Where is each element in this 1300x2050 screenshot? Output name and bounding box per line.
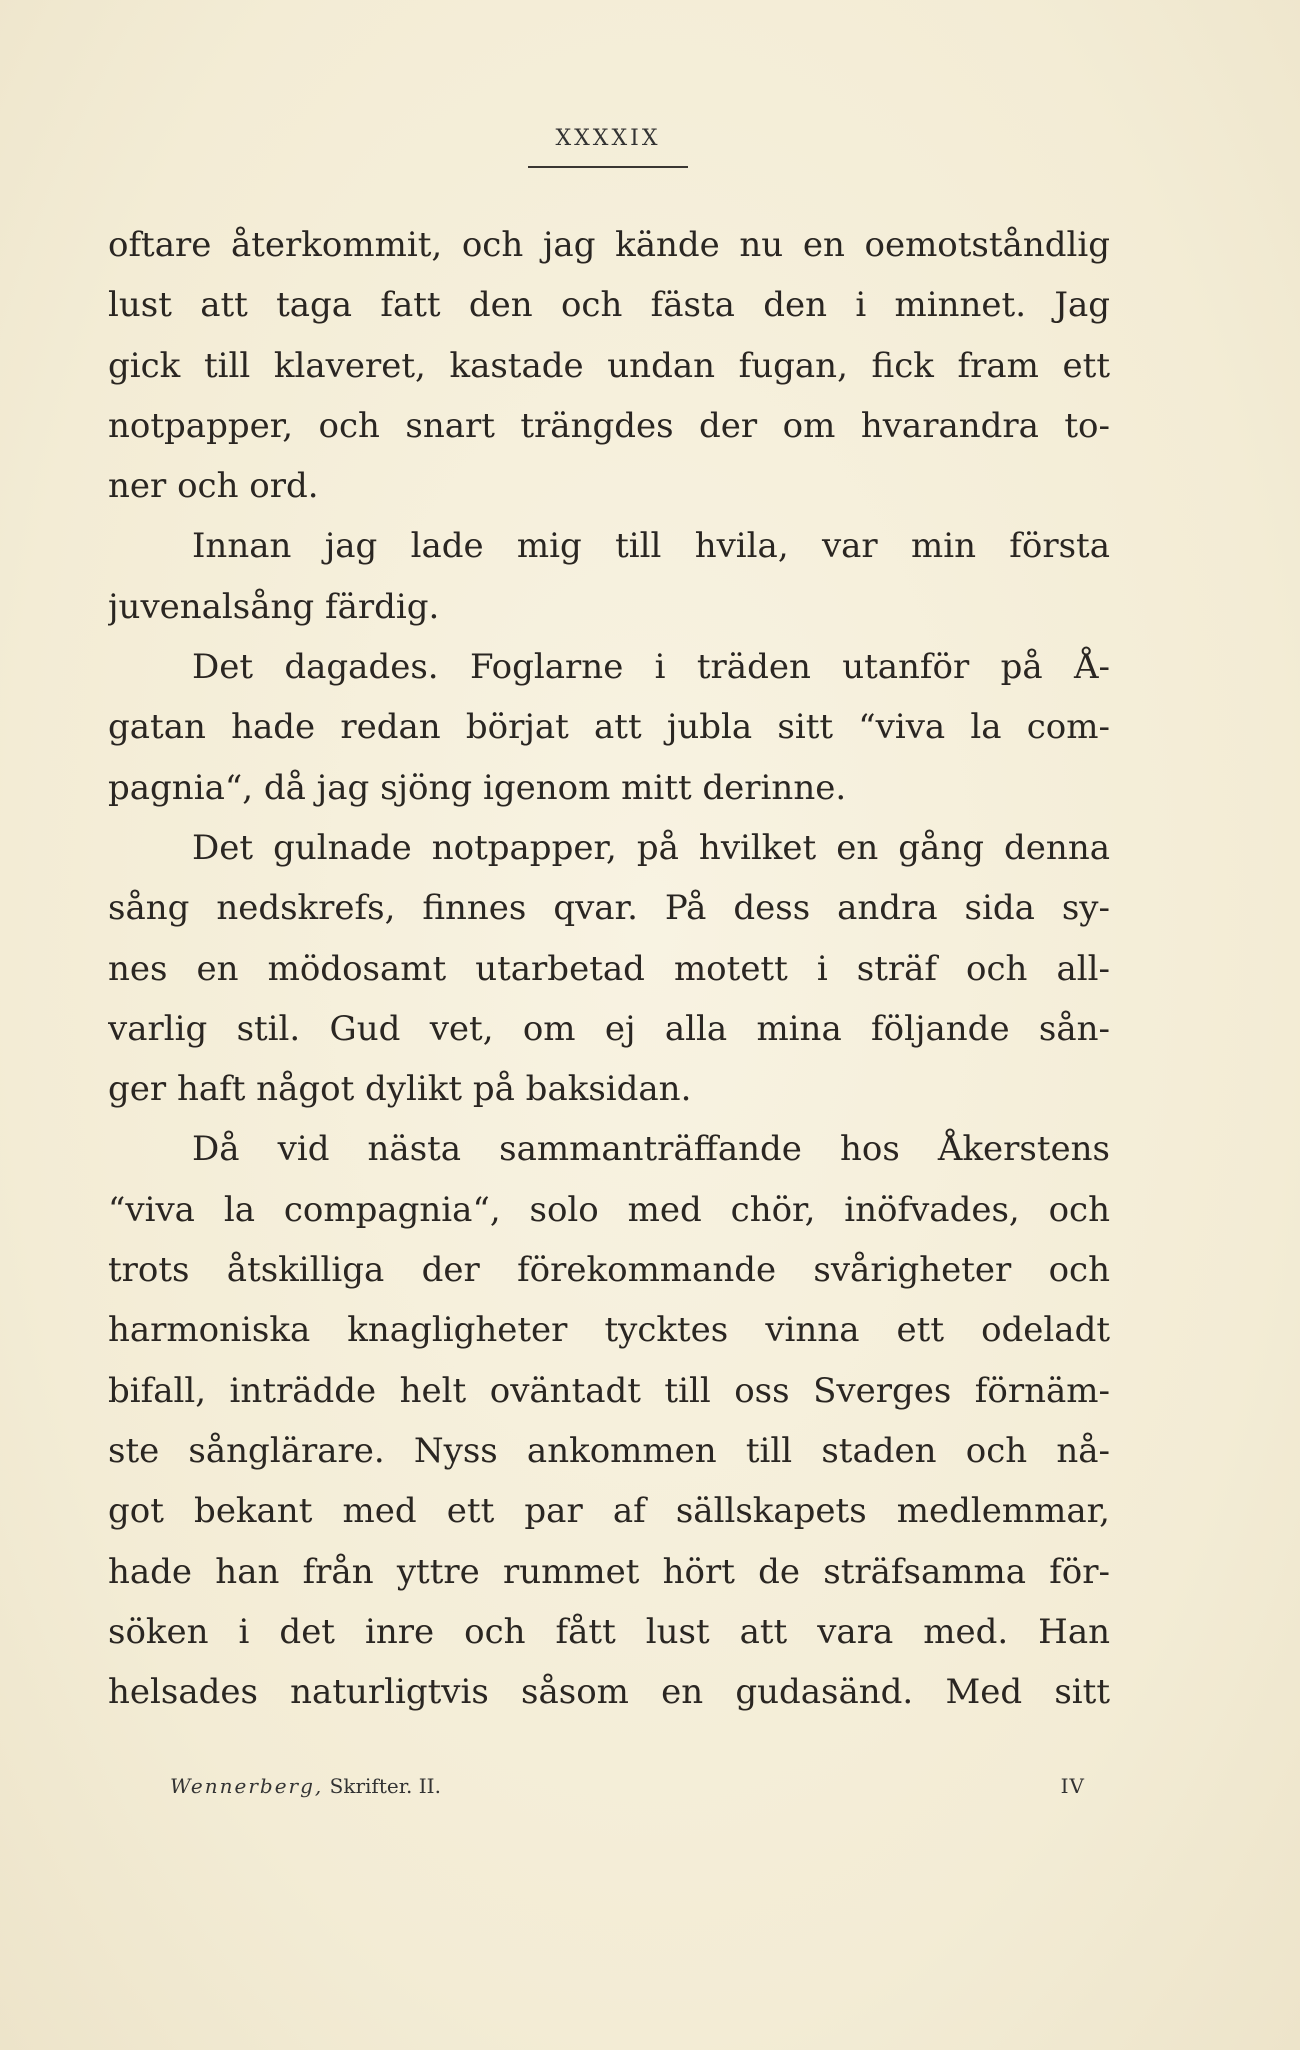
- text-line: bifall, inträdde helt oväntadt till oss Sverges förnäm-: [108, 1370, 1110, 1411]
- text-line: oftare återkommit, och jag kände nu en oemotståndlig: [108, 225, 1110, 265]
- text-line: ner och ord.: [108, 466, 319, 507]
- body-text: [108, 215, 1110, 1722]
- text-line: trots åtskilliga der förekommande svårigheter och: [108, 1250, 1110, 1291]
- text-line: hade han från yttre rummet hört de sträfsamma för-: [108, 1551, 1110, 1592]
- text-line: Då vid nästa sammanträffande hos Åkerstens: [192, 1129, 1110, 1170]
- text-line: gatan hade redan börjat att jubla sitt “viva la com-: [108, 707, 1110, 748]
- text-line: Det dagades. Foglarne i träden utanför på Å-: [192, 647, 1110, 688]
- text-line: nes en mödosamt utarbetad motett i sträf och all-: [108, 948, 1110, 989]
- text-line: gick till klaveret, kastade undan fugan, fick fram ett: [108, 345, 1110, 386]
- text-line: ger haft något dylikt på baksidan.: [108, 1069, 692, 1110]
- text-line: helsades naturligtvis såsom en gudasänd. Med sitt: [108, 1672, 1110, 1713]
- text-line: harmoniska knagligheter tycktes vinna ett odeladt: [108, 1310, 1110, 1351]
- text-line: got bekant med ett par af sällskapets medlemmar,: [108, 1491, 1110, 1532]
- text-line: juvenalsång färdig.: [108, 586, 440, 627]
- text-line: varlig stil. Gud vet, om ej alla mina följande sån-: [108, 1008, 1110, 1049]
- page-footer: [170, 1774, 1085, 1804]
- text-line: lust att taga fatt den och fästa den i minnet. Jag: [108, 285, 1110, 326]
- header-rule: [528, 166, 688, 168]
- text-line: sång nedskrefs, finnes qvar. På dess andra sida sy-: [108, 888, 1110, 929]
- text-line: “viva la compagnia“, solo med chör, inöfvades, och: [108, 1189, 1110, 1230]
- text-line: Det gulnade notpapper, på hvilket en gång denna: [192, 827, 1110, 868]
- footer-source: [170, 1774, 441, 1798]
- text-line: söken i det inre och fått lust att vara med. Han: [108, 1611, 1110, 1652]
- page-number: XXXXIX: [555, 126, 661, 151]
- footer-signature: IV: [1060, 1774, 1085, 1798]
- text-line: pagnia“, då jag sjöng igenom mitt derinne.: [108, 767, 847, 808]
- text-line: ste sånglärare. Nyss ankommen till staden och nå-: [108, 1430, 1110, 1471]
- footer-author: Wennerberg,: [170, 1774, 324, 1798]
- text-line: notpapper, och snart trängdes der om hvarandra to-: [108, 405, 1110, 446]
- text-line: Innan jag lade mig till hvila, var min första: [192, 526, 1110, 567]
- footer-work: Skrifter. II.: [329, 1774, 441, 1798]
